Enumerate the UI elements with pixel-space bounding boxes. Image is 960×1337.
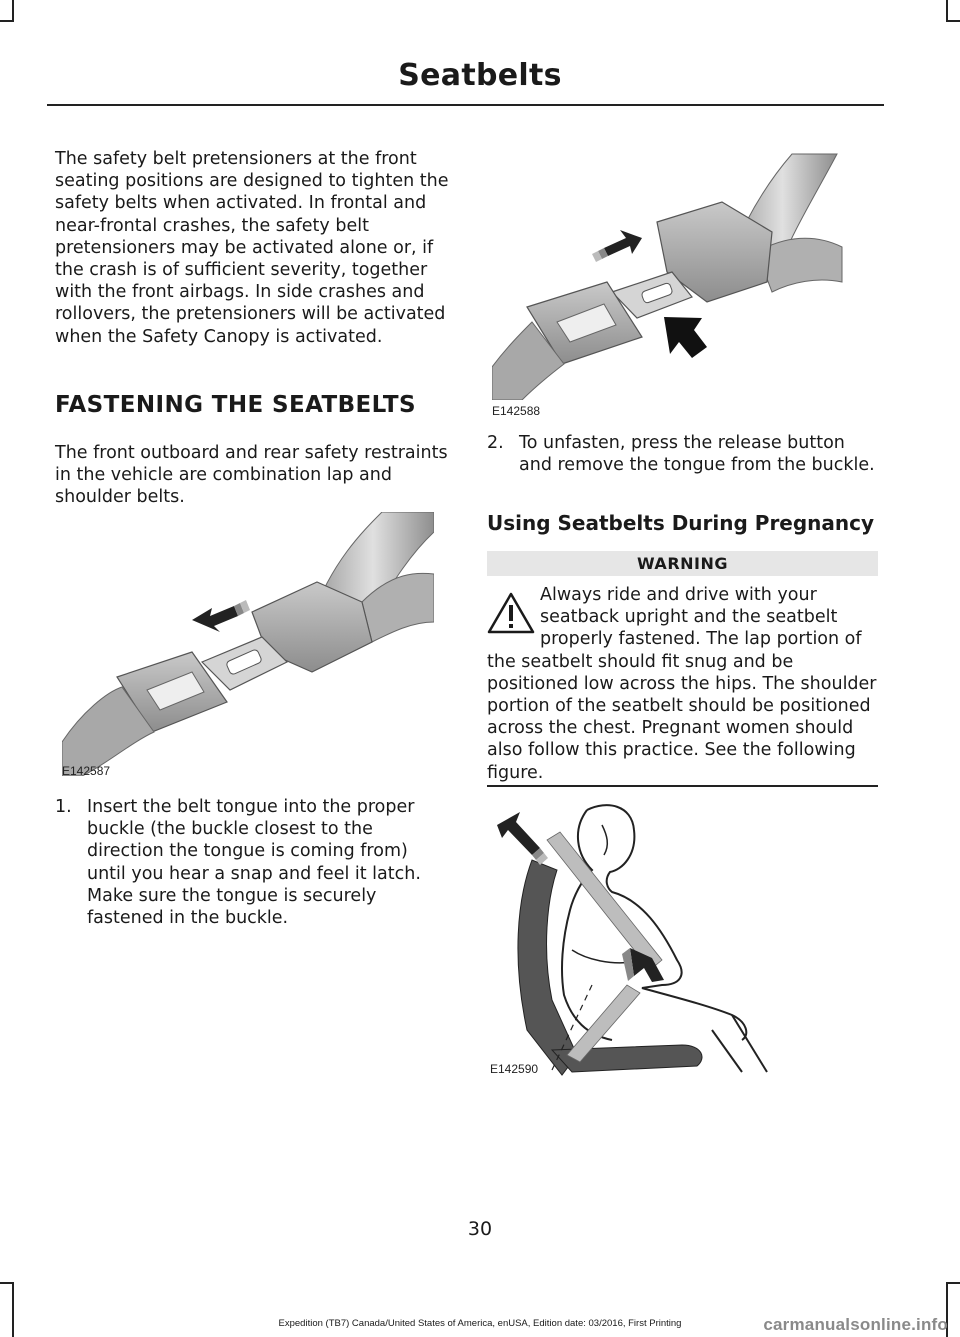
- warning-icon-spacer: [487, 584, 540, 650]
- subsection-heading-block: [487, 511, 880, 535]
- page-title: Seatbelts: [398, 58, 562, 93]
- figure-code: E142587: [62, 764, 111, 778]
- section-heading-block: [55, 392, 450, 418]
- step-2-block: [487, 432, 880, 476]
- section-title: FASTENING THE SEATBELTS: [55, 392, 416, 418]
- warning-divider: [487, 785, 878, 787]
- intro-paragraph: The safety belt pretensioners at the front seating positions are designed to tighten the safety belts when activated. In frontal and near-frontal crashes, the safety belt pretensioners may be activated alone or, if the crash is of sufficient severity, together with the front airbags. In side crashes and rollovers, the pretensioners will be activated when the Safety Canopy is activated.: [55, 149, 449, 347]
- crop-mark: [946, 0, 948, 20]
- step-1: [55, 796, 450, 929]
- warning-body: [487, 584, 880, 784]
- step-2: [487, 432, 880, 476]
- seatbelt-unfasten-figure: [492, 142, 880, 400]
- watermark: carmanualsonline.info: [763, 1315, 948, 1334]
- section-body: The front outboard and rear safety restraints in the vehicle are combination lap and shoulder belts.: [55, 443, 448, 508]
- step-number: 1.: [55, 797, 72, 817]
- crop-mark: [12, 0, 14, 20]
- warning-header: WARNING: [487, 551, 878, 576]
- crop-mark: [946, 1282, 960, 1284]
- edition-footer: Expedition (TB7) Canada/United States of America, enUSA, Edition date: 03/2016, First Printing: [278, 1318, 682, 1329]
- figure-code: E142590: [490, 1062, 539, 1076]
- crop-mark: [0, 1282, 14, 1284]
- crop-mark: [946, 20, 960, 22]
- page-number: 30: [467, 1218, 493, 1240]
- subsection-title: Using Seatbelts During Pregnancy: [487, 511, 875, 535]
- intro-paragraph-block: [55, 148, 450, 348]
- step-number: 2.: [487, 433, 504, 453]
- crop-mark: [0, 20, 14, 22]
- step-text: Insert the belt tongue into the proper buckle (the buckle closest to the direction the tongue is coming from) until you hear a snap and feel it latch. Make sure the tongue is securely fastened in the buckle.: [87, 797, 421, 929]
- section-body-block: [55, 442, 450, 509]
- step-text: To unfasten, press the release button and remove the tongue from the buckle.: [519, 433, 875, 476]
- step-1-block: [55, 796, 450, 929]
- header-divider: [47, 104, 884, 106]
- seatbelt-fasten-figure: [62, 512, 434, 776]
- warning-text-content: Always ride and drive with your seatback upright and the seatbelt properly fastened. The lap portion of the seatbelt should fit snug and be positioned low across the hips. The shoulder portion of the seatbelt should be positioned across the chest. Pregnant women should also follow this practice. See the following figure.: [487, 585, 877, 783]
- pregnancy-seatbelt-figure: [492, 800, 782, 1080]
- figure-code: E142588: [492, 404, 541, 418]
